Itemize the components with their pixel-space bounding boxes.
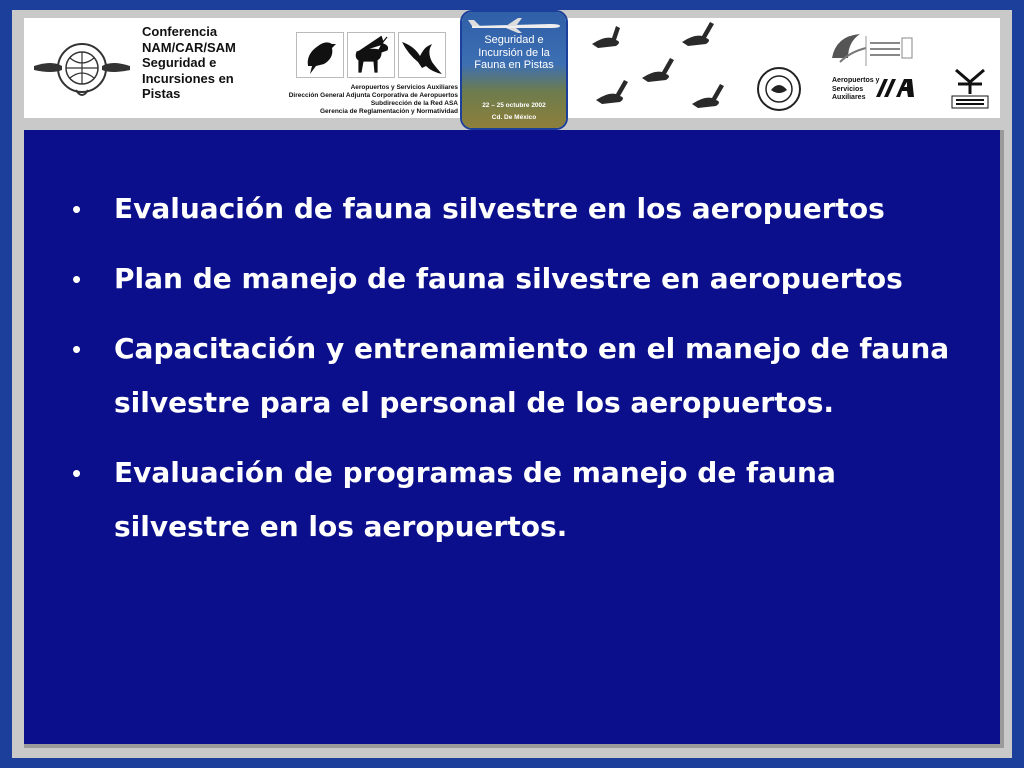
bullet-symbol: • [72,334,82,364]
bullet-text: Capacitación y entrenamiento en el manejo de fauna silvestre para el personal de los aeropuertos. [114,332,950,419]
asa-line: Gerencia de Reglamentación y Normatividad [320,108,458,115]
deer-icon [347,32,395,78]
bird-icon [296,32,344,78]
eagle-icon [398,32,446,78]
asa-department-text [262,84,458,116]
airplane-icon [466,16,564,34]
bullet-item [72,446,952,554]
badge-dates: 22 – 25 octubre 2002 [482,102,546,109]
bullet-text: Evaluación de fauna silvestre en los aeropuertos [114,192,885,225]
asa-logo-label: Aeropuertos y Servicios Auxiliares [832,77,880,101]
asa-line: Aeropuertos y Servicios Auxiliares [350,84,458,91]
badge-title: Seguridad e Incursión de la Fauna en Pistas [474,34,554,71]
bullet-item [72,182,952,236]
bullet-text: Plan de manejo de fauna silvestre en aeropuertos [114,262,903,295]
bullet-item [72,322,952,430]
bullet-symbol: • [72,194,82,224]
bullet-item [72,252,952,306]
sct-logo-icon [826,28,916,72]
content-panel [24,130,1004,748]
bullet-symbol: • [72,264,82,294]
seneam-logo-icon [950,66,990,110]
wildlife-icons [296,32,446,78]
flying-geese-icon [586,18,736,114]
bullet-text: Evaluación de programas de manejo de fauna silvestre en los aeropuertos. [114,456,836,543]
bullet-list [72,182,952,570]
government-seal-icon [756,66,802,112]
asa-line: Dirección General Adjunta Corporativa de Aeropuertos [288,92,458,99]
badge-city: Cd. De México [491,114,537,121]
asa-logo-icon [874,77,916,99]
bullet-symbol: • [72,458,82,488]
asa-line: Subdirección de la Red ASA [370,100,458,107]
icao-logo-icon [32,30,132,104]
conference-title: Conferencia NAM/CAR/SAM Seguridad e Incursiones en Pistas [142,24,236,101]
